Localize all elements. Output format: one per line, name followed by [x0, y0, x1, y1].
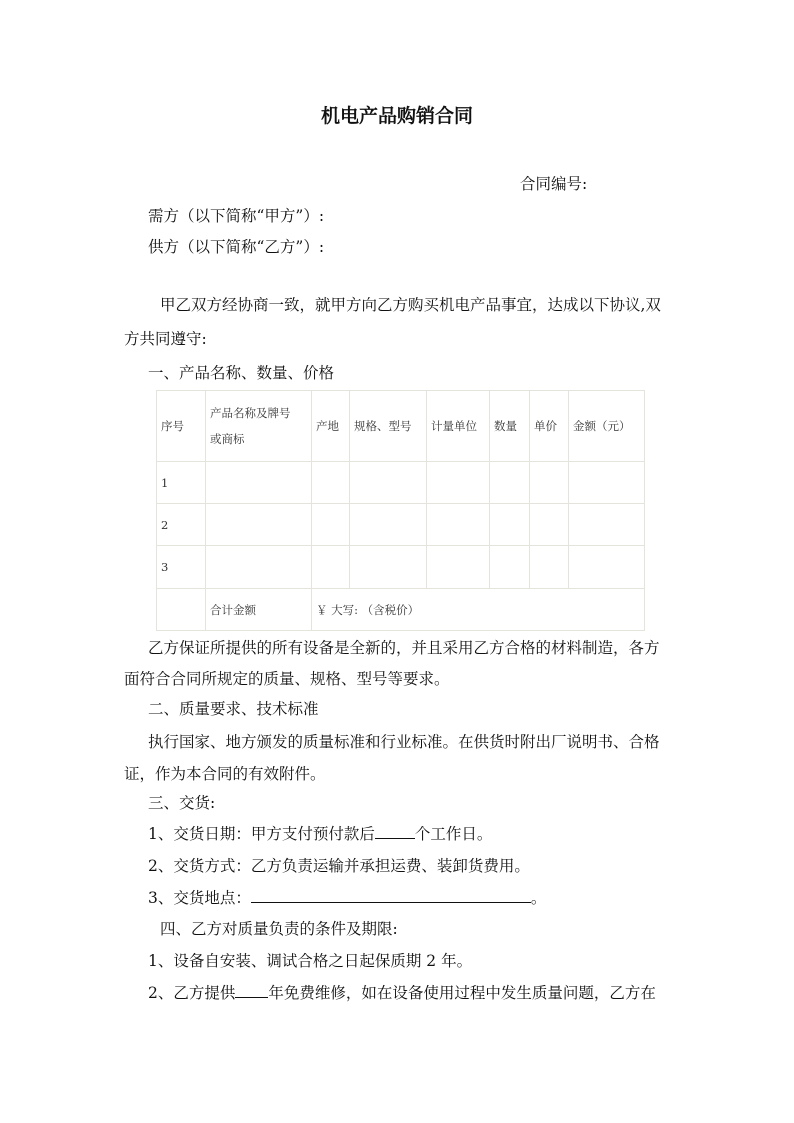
header-cell: 规格、型号 — [350, 391, 427, 462]
buyer-line: 需方（以下简称“甲方”）: — [148, 207, 325, 225]
guarantee-line-2: 面符合合同所规定的质量、规格、型号等要求。 — [124, 670, 450, 688]
standards-line-1: 执行国家、地方颁发的质量标准和行业标准。在供货时附出厂说明书、合格 — [148, 733, 660, 751]
header-cell: 单价 — [530, 391, 569, 462]
header-cell: 产地 — [312, 391, 350, 462]
cell[interactable] — [350, 462, 427, 504]
warranty-1: 1、设备自安装、调试合格之日起保质期 2 年。 — [148, 952, 473, 970]
delivery-place-text: 3、交货地点： — [148, 889, 251, 907]
cell[interactable] — [490, 546, 530, 589]
intro-line-2: 方共同遵守: — [124, 330, 207, 348]
cell — [157, 589, 206, 631]
row-number: 3 — [157, 546, 206, 589]
warranty-2-text: 2、乙方提供 — [148, 984, 236, 1002]
cell[interactable] — [490, 462, 530, 504]
cell[interactable] — [350, 504, 427, 546]
cell[interactable] — [427, 462, 490, 504]
table-row — [157, 546, 645, 589]
header-cell: 金额（元） — [569, 391, 645, 462]
delivery-days-blank[interactable] — [375, 824, 415, 839]
intro-line-1: 甲乙双方经协商一致，就甲方向乙方购买机电产品事宜，达成以下协议,双 — [160, 296, 661, 314]
warranty-2-suffix: 年免费维修，如在设备使用过程中发生质量问题，乙方在 — [268, 984, 656, 1002]
cell[interactable] — [427, 546, 490, 589]
cell[interactable] — [206, 504, 312, 546]
header-cell: 计量单位 — [427, 391, 490, 462]
cell[interactable] — [530, 504, 569, 546]
guarantee-line-1: 乙方保证所提供的所有设备是全新的，并且采用乙方合格的材料制造，各方 — [148, 639, 660, 657]
warranty-2 — [148, 983, 656, 1003]
delivery-place-blank[interactable] — [251, 888, 531, 903]
warranty-years-blank[interactable] — [235, 983, 268, 998]
cell[interactable] — [312, 546, 350, 589]
product-table — [156, 390, 645, 631]
header-cell — [206, 391, 312, 462]
seller-line: 供方（以下简称“乙方”）: — [148, 238, 325, 256]
cell[interactable] — [206, 546, 312, 589]
cell[interactable] — [206, 462, 312, 504]
section-1-heading: 一、产品名称、数量、价格 — [148, 364, 335, 382]
header-cell: 数量 — [490, 391, 530, 462]
header-text: 产品名称及牌号 — [210, 406, 291, 420]
cell[interactable] — [490, 504, 530, 546]
cell[interactable] — [569, 546, 645, 589]
cell[interactable] — [569, 462, 645, 504]
delivery-method: 2、交货方式：乙方负责运输并承担运费、装卸货费用。 — [148, 857, 530, 875]
total-row — [157, 589, 645, 631]
total-label: 合计金额 — [206, 589, 312, 631]
cell[interactable] — [312, 504, 350, 546]
delivery-place-suffix: 。 — [530, 889, 547, 907]
section-2-heading: 二、质量要求、技术标准 — [148, 700, 319, 718]
cell[interactable] — [312, 462, 350, 504]
section-3-heading: 三、交货: — [148, 794, 216, 812]
section-4-heading: 四、乙方对质量负责的条件及期限: — [160, 920, 398, 938]
table-row — [157, 504, 645, 546]
table-row — [157, 462, 645, 504]
document-title: 机电产品购销合同 — [320, 105, 473, 127]
delivery-date-suffix: 个工作日。 — [414, 825, 493, 843]
contract-number-label: 合同编号: — [520, 175, 588, 193]
delivery-date-text: 1、交货日期：甲方支付预付款后 — [148, 825, 375, 843]
header-cell: 序号 — [157, 391, 206, 462]
table-header-row — [157, 391, 645, 462]
row-number: 1 — [157, 462, 206, 504]
cell[interactable] — [350, 546, 427, 589]
header-text: 或商标 — [210, 432, 245, 446]
row-number: 2 — [157, 504, 206, 546]
delivery-place — [148, 888, 546, 908]
cell[interactable] — [427, 504, 490, 546]
standards-line-2: 证，作为本合同的有效附件。 — [124, 765, 326, 783]
total-value[interactable]: ￥ 大写: （含税价） — [312, 589, 645, 631]
cell[interactable] — [569, 504, 645, 546]
delivery-date — [148, 824, 492, 844]
cell[interactable] — [530, 462, 569, 504]
cell[interactable] — [530, 546, 569, 589]
